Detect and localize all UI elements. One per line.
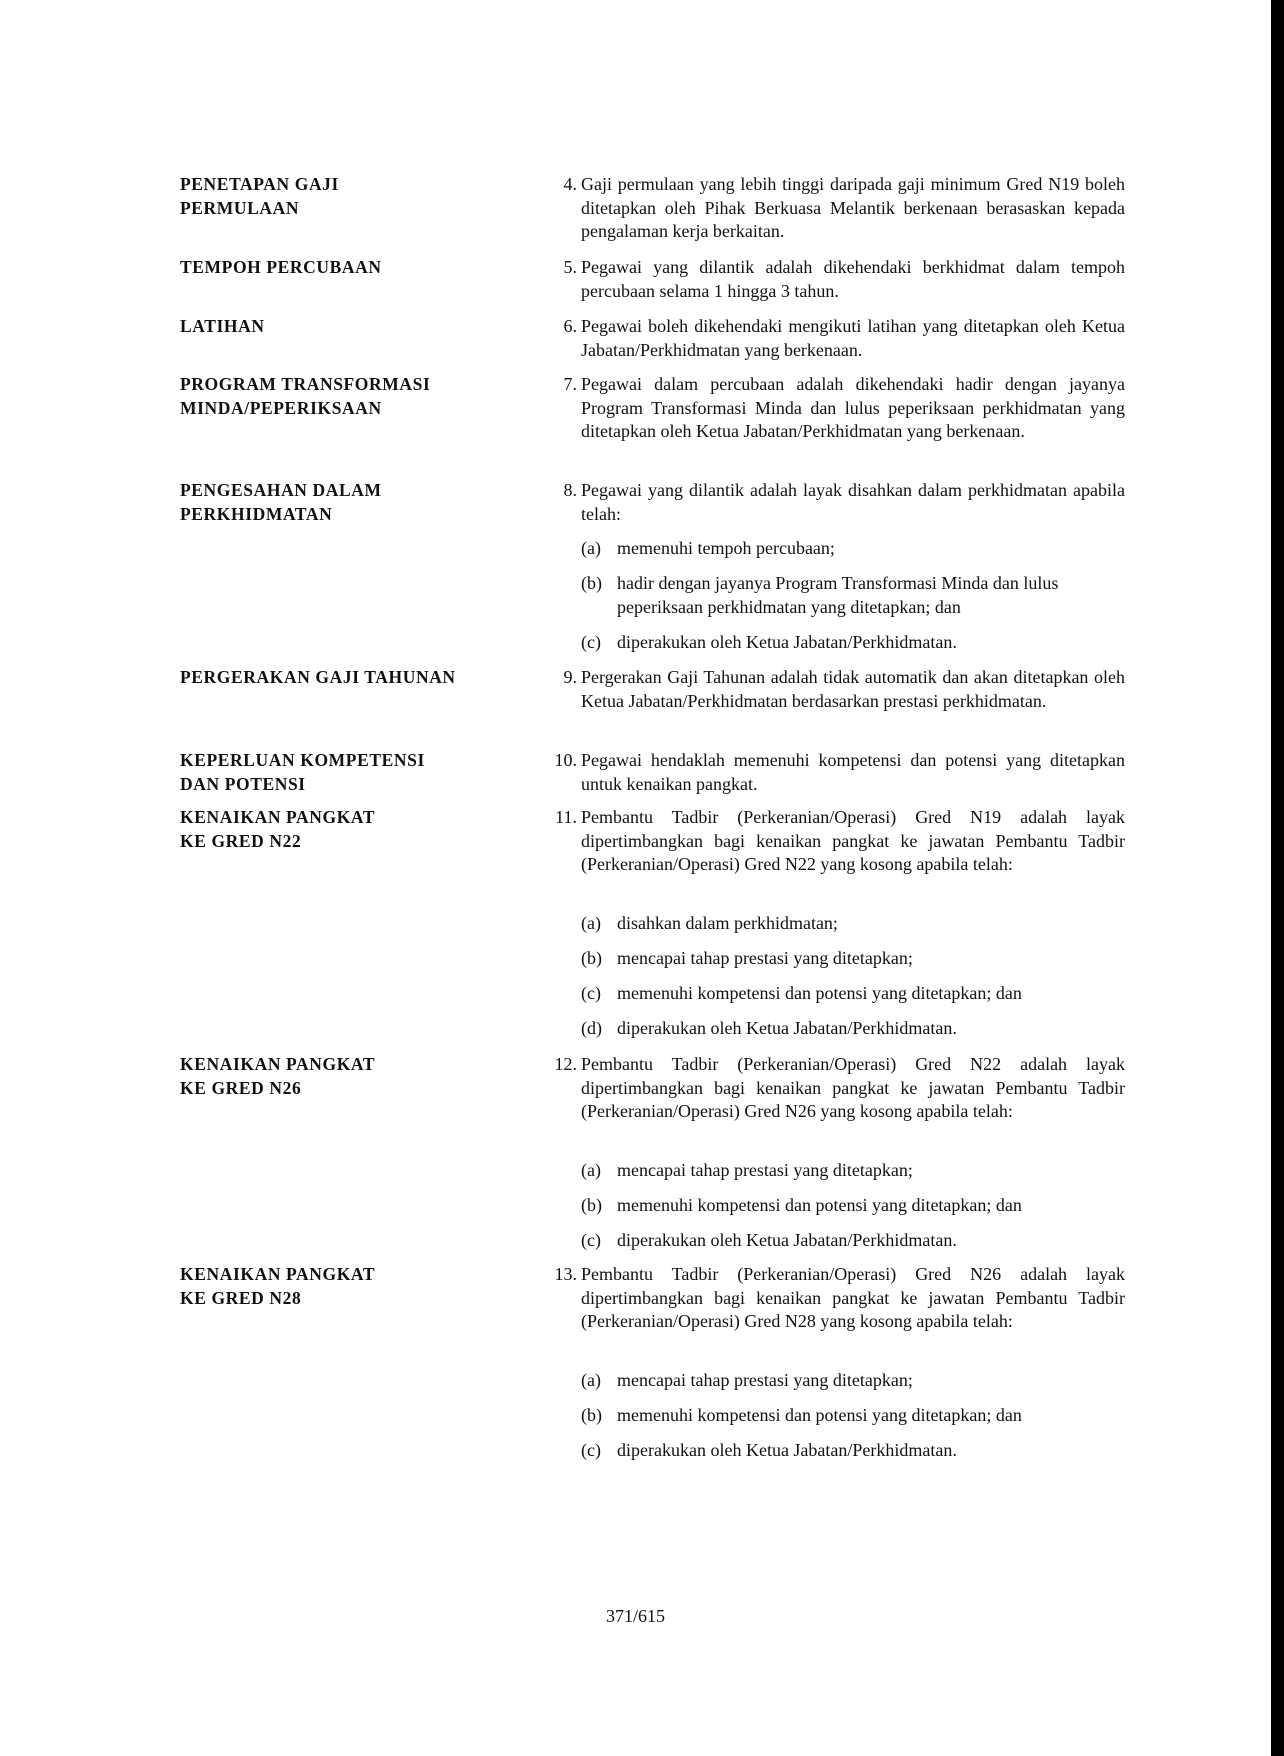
section-number: 10. [554,750,577,770]
list-item [581,1404,1125,1428]
section-text: Pembantu Tadbir (Perkeranian/Operasi) Gred N22 adalah layak dipertimbangkan bagi kenaikan pangkat ke jawatan Pembantu Tadbir (Perkeranian/Operasi) Gred N26 yang kosong apabila telah: [581,1054,1125,1121]
section-text: Gaji permulaan yang lebih tinggi daripada gaji minimum Gred N19 boleh ditetapkan oleh Pihak Berkuasa Melantik berkenaan berasaskan kepada pengalaman kerja berkaitan. [581,174,1125,241]
list-item-text: mencapai tahap prestasi yang ditetapkan; [617,948,913,968]
list-item-label: (c) [581,1440,601,1460]
section-heading: LATIHAN [180,316,265,336]
section-heading: KENAIKAN PANGKAT KE GRED N22 [180,807,376,851]
section-number: 13. [554,1264,577,1284]
section-heading: PENGESAHAN DALAM PERKHIDMATAN [180,480,382,524]
section-text: Pegawai yang dilantik adalah layak disahkan dalam perkhidmatan apabila telah: [581,480,1125,524]
section-heading: PERGERAKAN GAJI TAHUNAN [180,667,456,687]
section-number: 12. [554,1054,577,1074]
list-item [581,1439,1125,1463]
list-item [581,947,1125,971]
list-item [581,982,1125,1006]
section-heading: TEMPOH PERCUBAAN [180,257,382,277]
list-item-label: (a) [581,538,601,558]
list-item-text: memenuhi tempoh percubaan; [617,538,835,558]
section-number: 9. [563,667,577,687]
list-item-label: (b) [581,1195,602,1215]
list-item-text: diperakukan oleh Ketua Jabatan/Perkhidmatan. [617,1018,957,1038]
list-item-text: memenuhi kompetensi dan potensi yang ditetapkan; dan [617,1405,1022,1425]
list-item-label: (c) [581,632,601,652]
section-number: 4. [563,174,577,194]
section-number: 6. [563,316,577,336]
list-item-label: (a) [581,913,601,933]
section-heading: KENAIKAN PANGKAT KE GRED N28 [180,1264,376,1308]
section-heading: PROGRAM TRANSFORMASI MINDA/PEPERIKSAAN [180,374,431,418]
list-item [581,1159,1125,1183]
list-item-label: (a) [581,1370,601,1390]
list-item [581,1017,1125,1041]
list-item-label: (b) [581,1405,602,1425]
section-text: Pergerakan Gaji Tahunan adalah tidak automatik dan akan ditetapkan oleh Ketua Jabatan/Perkhidmatan berdasarkan prestasi perkhidmatan. [581,667,1125,711]
list-item-text: memenuhi kompetensi dan potensi yang ditetapkan; dan [617,983,1022,1003]
section-number: 7. [563,374,577,394]
list-item [581,631,1125,655]
section-heading: KENAIKAN PANGKAT KE GRED N26 [180,1054,376,1098]
section-text: Pembantu Tadbir (Perkeranian/Operasi) Gred N19 adalah layak dipertimbangkan bagi kenaikan pangkat ke jawatan Pembantu Tadbir (Perkeranian/Operasi) Gred N22 yang kosong apabila telah: [581,807,1125,874]
list-item [581,1194,1125,1218]
section-number: 8. [563,480,577,500]
section-number: 5. [563,257,577,277]
list-item-text: hadir dengan jayanya Program Transformasi Minda dan lulus peperiksaan perkhidmatan yang ditetapkan; dan [617,573,1059,617]
page-number: 371/615 [605,1606,665,1626]
list-item [581,572,1125,619]
section-text: Pegawai dalam percubaan adalah dikehendaki hadir dengan jayanya Program Transformasi Minda dan lulus peperiksaan perkhidmatan yang ditetapkan oleh Ketua Jabatan/Perkhidmatan yang berkenaan. [581,374,1125,441]
list-item-text: memenuhi kompetensi dan potensi yang ditetapkan; dan [617,1195,1022,1215]
list-item-label: (b) [581,948,602,968]
section-heading: PENETAPAN GAJI PERMULAAN [180,174,339,218]
list-item-text: diperakukan oleh Ketua Jabatan/Perkhidmatan. [617,1440,957,1460]
section-text: Pegawai boleh dikehendaki mengikuti latihan yang ditetapkan oleh Ketua Jabatan/Perkhidmatan yang berkenaan. [581,316,1125,360]
section-text: Pembantu Tadbir (Perkeranian/Operasi) Gred N26 adalah layak dipertimbangkan bagi kenaikan pangkat ke jawatan Pembantu Tadbir (Perkeranian/Operasi) Gred N28 yang kosong apabila telah: [581,1264,1125,1331]
section-number: 11. [555,807,577,827]
list-item-text: mencapai tahap prestasi yang ditetapkan; [617,1370,913,1390]
list-item-label: (a) [581,1160,601,1180]
list-item-text: mencapai tahap prestasi yang ditetapkan; [617,1160,913,1180]
list-item-label: (c) [581,983,601,1003]
list-item-label: (c) [581,1230,601,1250]
list-item [581,1229,1125,1253]
list-item [581,912,1125,936]
section-text: Pegawai hendaklah memenuhi kompetensi dan potensi yang ditetapkan untuk kenaikan pangkat. [581,750,1125,794]
section-text: Pegawai yang dilantik adalah dikehendaki berkhidmat dalam tempoh percubaan selama 1 hingga 3 tahun. [581,257,1125,301]
list-item-label: (d) [581,1018,602,1038]
list-item [581,1369,1125,1393]
list-item [581,537,1125,561]
list-item-text: diperakukan oleh Ketua Jabatan/Perkhidmatan. [617,632,957,652]
list-item-text: diperakukan oleh Ketua Jabatan/Perkhidmatan. [617,1230,957,1250]
list-item-text: disahkan dalam perkhidmatan; [617,913,838,933]
section-heading: KEPERLUAN KOMPETENSI DAN POTENSI [180,750,425,794]
list-item-label: (b) [581,573,602,593]
